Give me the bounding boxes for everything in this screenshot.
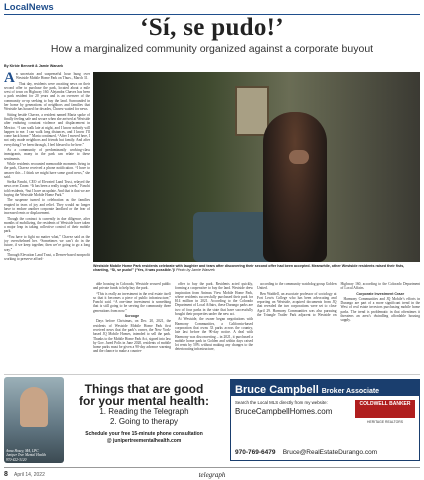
email-address[interactable]: Bruce@RealEstateDurango.com <box>282 449 378 456</box>
realtor-ad[interactable] <box>230 379 420 461</box>
ad-item: 2. Going to therapy <box>109 417 179 426</box>
byline: By Kirbie Bennett & Jamie Wanzek <box>4 64 64 68</box>
phone-number[interactable]: 970-769-6479 <box>235 449 276 456</box>
contact-row <box>235 449 377 456</box>
paragraph: “This is really an investment in the real estate itself so that it becomes a piece of public infrastructure,” Fanchi said. “A one-time investment is something that is still going to be serving the community three generations from now.” <box>93 291 171 313</box>
brokerage-logo: COLDWELL BANKER <box>355 400 415 418</box>
therapist-figure <box>20 387 48 427</box>
paragraph: Sitting beside Chavez, a resident named Maria spoke of finally feeling safe and secure when she arrived at Westside after enduring constant violence and displacement in Mexico. “I can walk late at night, and I know nobody will happen to me. I can walk long distances, and I know I’ll come back home.” Maria continued, “After I moved here, I not only made neighbors and friends but family. And after everything I’ve been through, I feel blessed to be here.” <box>4 112 90 147</box>
ad-cta: Schedule your free 15-minute phone consultation @ junipertreementalhealth.com <box>85 431 203 444</box>
page-footer <box>4 467 420 479</box>
paragraph: able housing in Colorado, Westside secured public and private funds to help buy the park. <box>93 282 171 291</box>
paragraph: As a community of predominantly working-class immigrants, many in the park can relate to these sentiments. <box>4 148 90 161</box>
resident-figure <box>263 112 327 262</box>
ad-body <box>235 400 353 418</box>
subhead: Corporate Investment Craze <box>356 291 405 296</box>
caption-text: Westside Mobile Home Park residents celebrate with laughter and tears after discovering their second offer had been accepted. Meanwhile, other Westside residents raised their fists, chanting, “Sí, se pudo!” (‘Yes, it was possible.’)/ <box>93 264 405 273</box>
subhead: Scrooge <box>124 314 140 319</box>
section-label: LocalNews <box>4 2 54 13</box>
paragraph: At Westside, the owner began negotiations with Harmony Communities, a California-based corporation that owns 33 parks across the country, late last before the 90-day notice. A deal with Harmony was disconcerting – in 2021, it purchased a mobile home park in Golden and within days raised lot rents by 50% without making any changes to the deteriorating infrastructure, <box>175 317 253 352</box>
article-column-3 <box>175 282 253 372</box>
article-column-4 <box>257 282 420 372</box>
article-photo <box>93 72 420 262</box>
therapist-photo <box>4 377 64 463</box>
paragraph: Ben Waddell, an associate professor of sociology at Fort Lewis College who has been advocating and reporting on Westside, acquired documents from JQ that revealed the two corporations were set to close April 29. Harmony Communities was also pursuing the Triangle Trailer Park adjacent to Westside on Highway 160, according to the Colorado Department of Local Affairs. <box>257 282 420 318</box>
photo-credit: Photo by Jamie Wanzek <box>176 268 215 273</box>
paragraph: n uncertain and suspenseful hour hung over Westside Mobile Home Park on Thurs., March 31. <box>15 72 90 81</box>
drop-cap: A <box>4 72 15 86</box>
page-number: 8 <box>4 471 8 478</box>
paragraph: “You have to fight no matter what,” Chavez said as the joy overwhelmed her. “Sometimes we can’t do in the future, if we keep together, then we’re going to go a long way.” <box>4 234 90 252</box>
resident-hand <box>289 150 309 164</box>
headline: ‘Sí, se pudo!’ <box>140 14 284 41</box>
article-column-1 <box>4 72 90 370</box>
mental-health-ad[interactable] <box>66 383 222 445</box>
paragraph: according to the community watchdog group Golden United. <box>257 282 337 291</box>
ad-header <box>231 380 419 396</box>
paragraph: The suspense turned to celebration as the families erupted in tears of joy and relief. They would no longer have to endure another corporate landlord or the fear of increased rents or displacement. <box>4 198 90 216</box>
brokerage-sub: HERITAGE REALTORS <box>367 420 403 424</box>
issue-date: April 14, 2022 <box>14 472 45 478</box>
article-column-2 <box>93 282 171 372</box>
ad-strip <box>4 374 420 464</box>
therapist-credit: Anna Hosey, MA, LPC Juniper Tree Mental Health 970-422-3120 <box>6 449 46 462</box>
photo-caption <box>93 264 420 273</box>
paragraph: offer to buy the park. Residents acted quickly, forming a cooperative to buy the land. Westside drew inspiration from Animas View Mobile Home Park, where residents successfully purchased their park for $14 million in 2021. According to the Colorado Department of Local Affairs, these Durango parks are two of four parks in the state that have successfully bought their properties under the new act. <box>175 282 253 317</box>
ad-line: Search the Local MLS directly from my website: <box>235 400 328 405</box>
paragraph: Through Elevation Land Trust, a Denver-based nonprofit working to preserve afford- <box>4 252 90 262</box>
ad-title: Things that are good for your mental health: <box>78 382 209 408</box>
paragraph: Days before Christmas, on Dec. 20, 2021, the residents of Westside Mobile Home Park first received news that the park’s owner, the New York-based JQ Mobile Homes, intended to sell the park. Thanks to the Mobile Home Park Act, signed into law by Gov. Jared Polis in June 2020, residents of mobile home parks must be given a 90-day advance warning and the chance to make a counter- <box>93 319 171 354</box>
publication-name: telegraph <box>198 471 226 479</box>
website-link[interactable]: BruceCampbellHomes.com <box>235 407 333 416</box>
paragraph: Though the contract is currently in due diligence, after months of mobilizing, the residents of Westside have taken a major leap in taking collective control of their mobile park. <box>4 216 90 234</box>
paragraph: Harmony Communities and JQ Mobile’s efforts in Durango are part of a more significant trend in the West of real estate investors purchasing mobile home parks. The trend is problematic in that oftentimes it threatens an area’s dwindling affordable housing supply. <box>340 296 420 323</box>
agent-name: Bruce Campbell <box>235 384 319 396</box>
paragraph: Stefka Fanchi, CEO of Elevated Land Trust, relayed the news over Zoom: “It has been a really tough week,” Fanchi told residents, “but I have an update. And that is that we are buying the Westside Mobile Home Park.” <box>4 180 90 198</box>
paragraph: While residents recounted memorable moments living in the park, Chavez received a phone notification. “I have to answer this – I think we might have some good news,” she said. <box>4 161 90 179</box>
wall-frame <box>235 86 269 136</box>
agent-role: Broker Associate <box>321 388 380 395</box>
deck: How a marginalized community organized against a corporate buyout <box>50 43 374 55</box>
paragraph: That day, residents were awaiting news on their second offer to purchase the park, located about a mile west of town on Highway 160. Alejandra Chavez has been a park resident for 20 years and is an overseer of the community co-op seeking to buy the land. Surrounded in her home by generations of neighbors and families that Westside has housed for decades, Chavez waited for news. <box>4 81 90 112</box>
ad-item: 1. Reading the Telegraph <box>99 407 189 416</box>
